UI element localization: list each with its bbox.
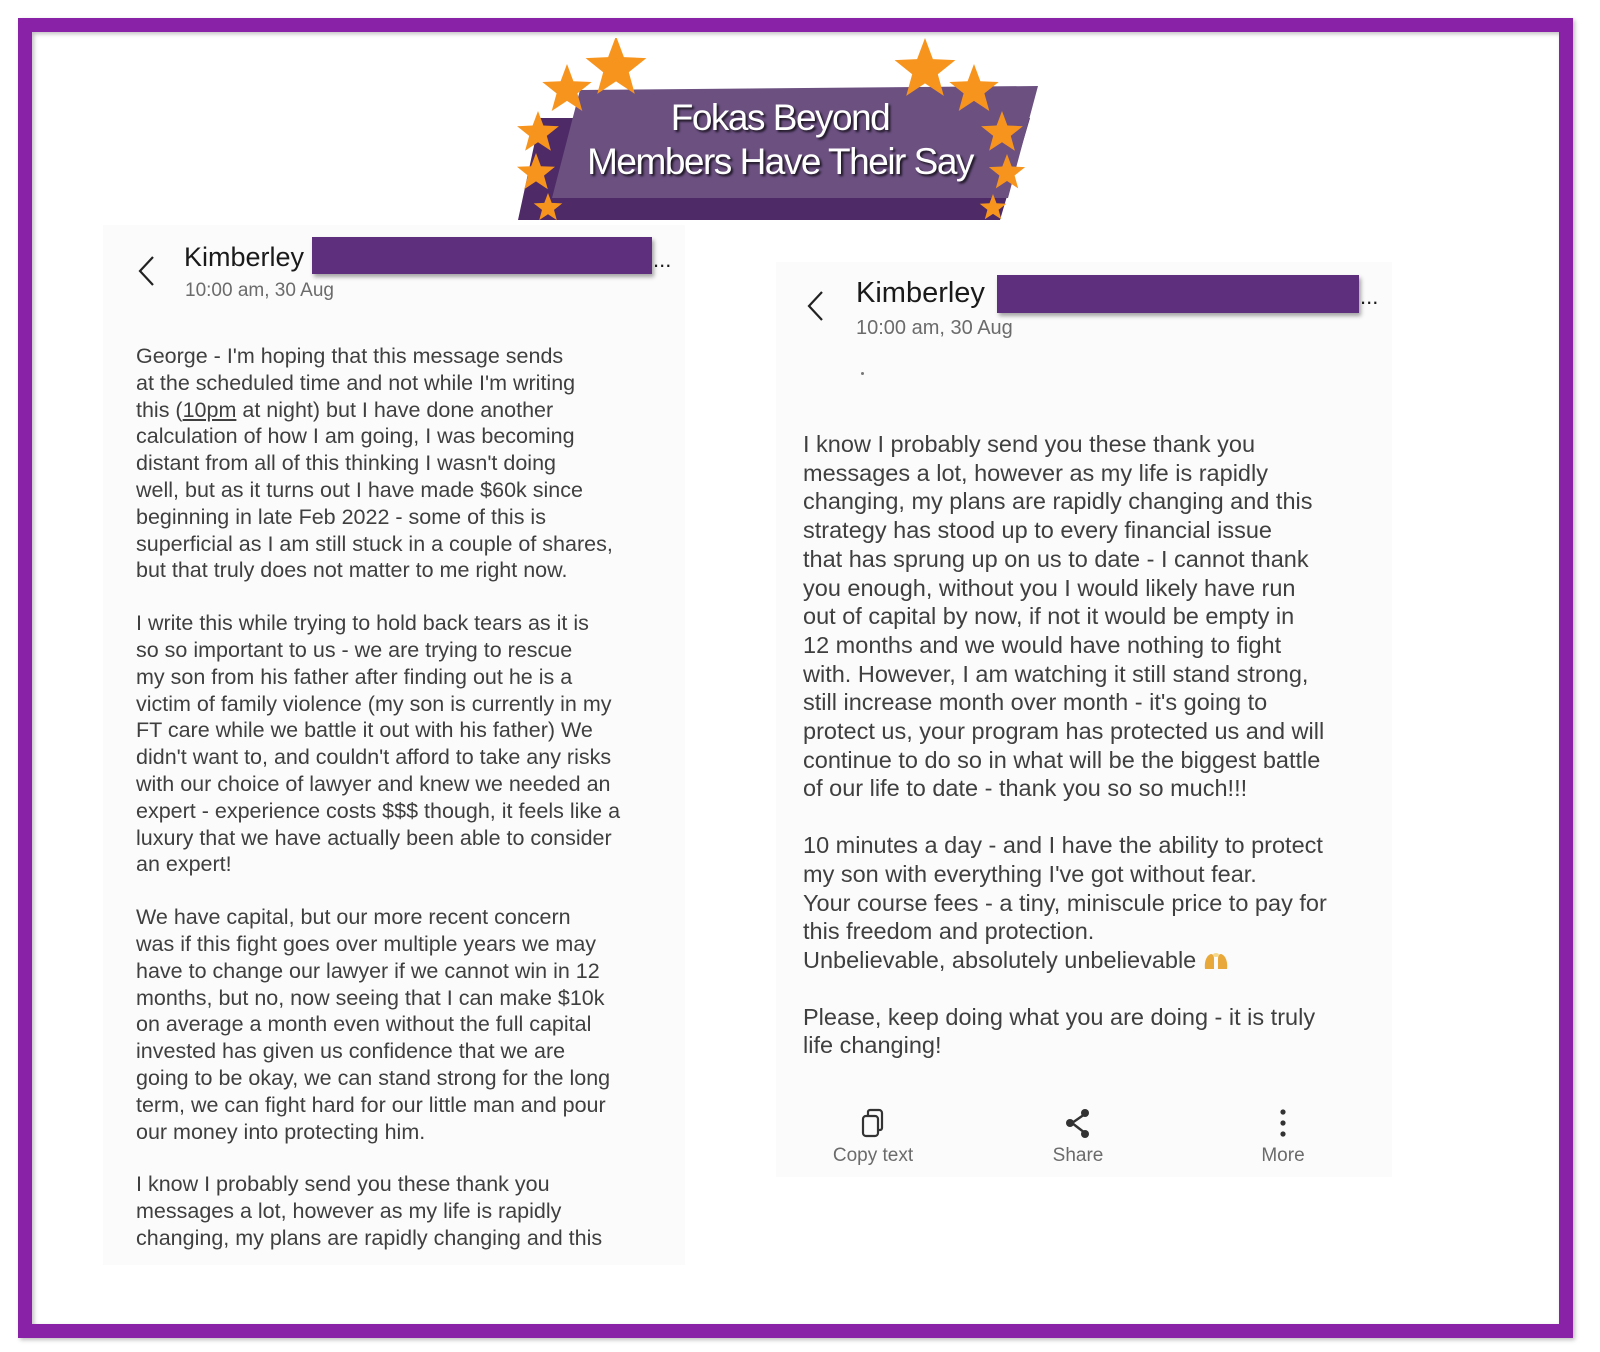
chevron-left-icon[interactable] [806, 290, 826, 322]
message-line: with. However, I am watching it still stand strong, [803, 660, 1309, 687]
share-icon [1063, 1107, 1093, 1139]
message-line: 10 minutes a day - and I have the ability to protect [803, 832, 1323, 859]
action-bar [776, 1107, 1392, 1177]
message-paragraph [136, 343, 666, 584]
message-line: months, but no, now seeing that I can make $10k [136, 985, 605, 1010]
redaction-bar [312, 237, 652, 274]
message-line: I know I probably send you these thank you [136, 1172, 550, 1197]
message-line: 12 months and we would have nothing to fight [803, 631, 1282, 658]
message-line: Your course fees - a tiny, miniscule price to pay for [803, 889, 1327, 916]
banner-title-line2: Members Have Their Say [587, 141, 973, 182]
message-line: my son with everything I've got without fear. [803, 860, 1257, 887]
message-line: protect us, your program has protected us and will [803, 718, 1325, 745]
copy-text-label: Copy text [832, 1145, 914, 1166]
underlined-time-link[interactable]: 10pm [182, 397, 237, 422]
share-button[interactable] [1008, 1107, 1148, 1167]
message-line: still increase month over month - it's going to [803, 689, 1268, 716]
message-line: of our life to date - thank you so so much!!! [803, 775, 1248, 802]
message-line: that has sprung up on us to date - I cannot thank [803, 545, 1309, 572]
more-label: More [1261, 1145, 1305, 1166]
message-line: this freedom and protection. [803, 918, 1095, 945]
message-line: We have capital, but our more recent concern [136, 905, 571, 930]
message-line: I know I probably send you these thank you [803, 431, 1256, 457]
copy-icon [858, 1107, 888, 1139]
message-line: was if this fight goes over multiple years we may [136, 931, 597, 956]
redaction-bar [997, 275, 1359, 313]
message-line: I write this while trying to hold back tears as it is [136, 611, 589, 636]
message-line: well, but as it turns out I have made $60k since [136, 477, 583, 502]
message-line: distant from all of this thinking I wasn't doing [136, 451, 556, 476]
message-paragraph [136, 1171, 666, 1251]
message-line: superficial as I am still stuck in a couple of shares, [136, 531, 613, 556]
message-line: calculation of how I am going, I was becoming [136, 424, 575, 449]
more-button[interactable] [1213, 1107, 1353, 1167]
message-line: this (10pm at night) but I have done another [136, 397, 554, 422]
message-line: at the scheduled time and not while I'm writing [136, 370, 576, 395]
message-line: my son from his father after finding out he is a [136, 664, 573, 689]
message-line: victim of family violence (my son is currently in my [136, 691, 612, 716]
message-body [803, 430, 1378, 1088]
message-line: with our choice of lawyer and knew we needed an [136, 771, 611, 796]
message-line: George - I'm hoping that this message sends [136, 344, 564, 368]
stray-dot [861, 372, 864, 375]
message-line: changing, my plans are rapidly changing and this [803, 488, 1313, 515]
banner-title [570, 96, 990, 184]
message-line: invested has given us confidence that we are [136, 1039, 566, 1064]
message-line: term, we can fight hard for our little man and pour [136, 1092, 606, 1117]
message-line: expert - experience costs $$$ though, it feels like a [136, 798, 621, 823]
message-timestamp: 10:00 am, 30 Aug [856, 317, 1013, 339]
message-line: luxury that we have actually been able to consider [136, 825, 612, 850]
message-line: continue to do so in what will be the biggest battle [803, 746, 1321, 773]
share-label: Share [1052, 1145, 1104, 1166]
more-vertical-icon [1268, 1107, 1298, 1139]
message-line: Unbelievable, absolutely unbelievable [803, 946, 1378, 975]
message-line: you enough, without you I would likely have run [803, 574, 1296, 601]
message-line: changing, my plans are rapidly changing and this [136, 1225, 603, 1250]
message-line: so so important to us - we are trying to rescue [136, 637, 573, 662]
name-overflow-ellipsis: ... [653, 247, 672, 272]
contact-name: Kimberley [184, 242, 305, 272]
message-line: life changing! [803, 1032, 942, 1059]
message-line: messages a lot, however as my life is rapidly [803, 459, 1268, 486]
message-line: beginning in late Feb 2022 - some of this is [136, 504, 546, 529]
message-line: an expert! [136, 852, 232, 877]
message-line: Please, keep doing what you are doing - it is truly [803, 1003, 1316, 1030]
message-paragraph [803, 430, 1378, 803]
message-line: didn't want to, and couldn't afford to take any risks [136, 745, 612, 770]
message-panel-left [103, 225, 685, 1265]
message-line: messages a lot, however as my life is rapidly [136, 1199, 562, 1224]
message-line: out of capital by now, if not it would be empty in [803, 603, 1295, 630]
chevron-left-icon[interactable] [137, 255, 157, 287]
message-line: FT care while we battle it out with his father) We [136, 718, 593, 743]
message-paragraph [803, 831, 1378, 975]
contact-name: Kimberley [856, 277, 985, 309]
message-line: strategy has stood up to every financial issue [803, 517, 1272, 544]
copy-text-button[interactable] [803, 1107, 943, 1167]
message-body [136, 343, 666, 1278]
message-line: but that truly does not matter to me right now. [136, 558, 568, 583]
message-line: going to be okay, we can stand strong for the long [136, 1065, 611, 1090]
message-line: on average a month even without the full capital [136, 1012, 592, 1037]
banner [510, 38, 1050, 228]
message-line: have to change our lawyer if we cannot win in 12 [136, 958, 600, 983]
raising-hands-emoji-icon [1203, 951, 1229, 971]
message-paragraph [136, 904, 666, 1145]
name-overflow-ellipsis: ... [1360, 284, 1379, 309]
message-paragraph [136, 610, 666, 878]
message-panel-right [776, 262, 1392, 1177]
banner-title-line1: Fokas Beyond [670, 97, 890, 138]
message-paragraph [803, 1003, 1378, 1060]
message-line: our money into protecting him. [136, 1119, 426, 1144]
message-timestamp: 10:00 am, 30 Aug [185, 280, 334, 301]
star-icon [586, 38, 647, 94]
